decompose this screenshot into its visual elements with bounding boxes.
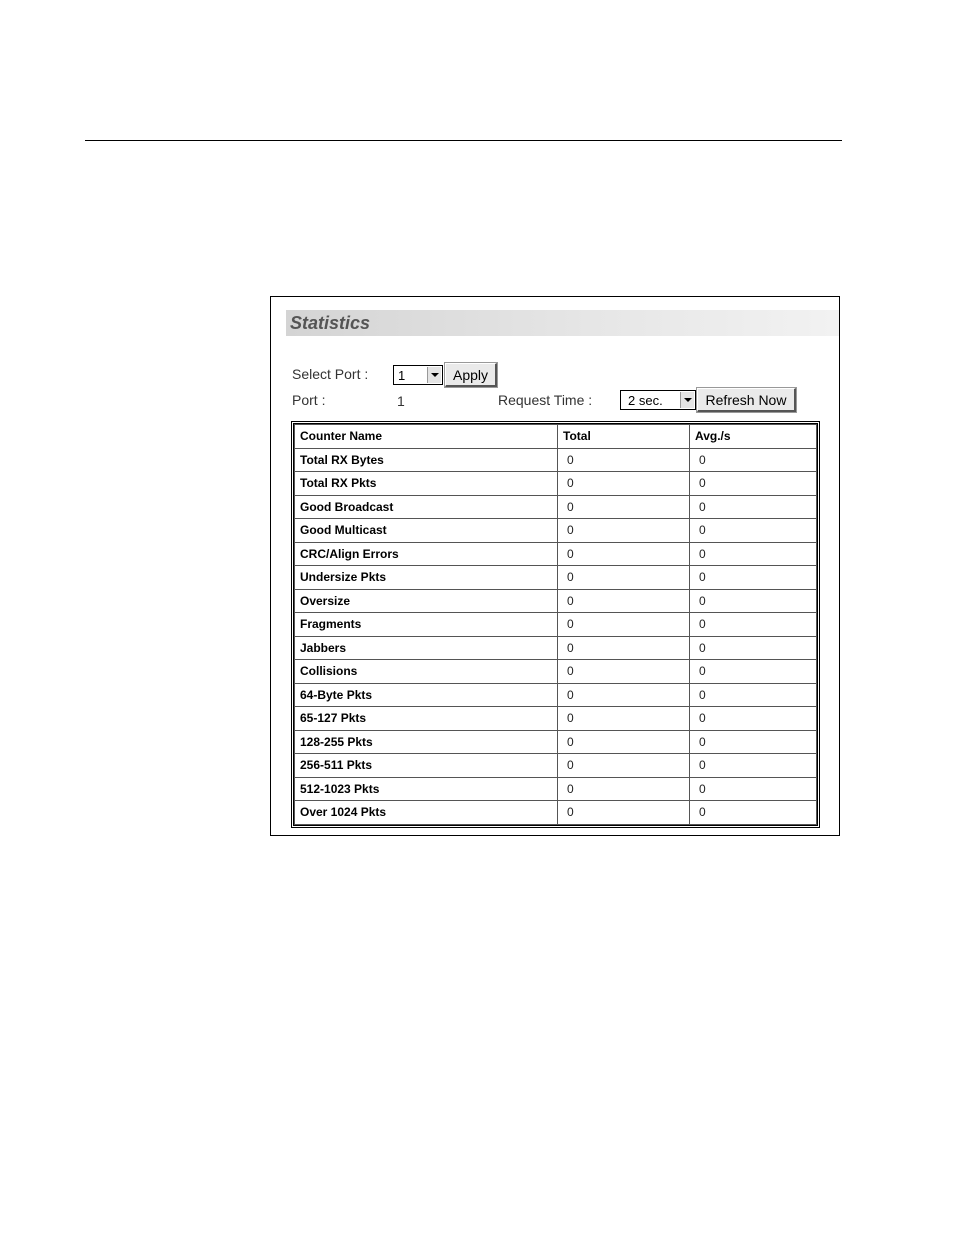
avg-cell: 0 [690,683,817,707]
counter-name-cell: Jabbers [295,636,558,660]
counter-name-cell: 64-Byte Pkts [295,683,558,707]
table-row [295,660,817,684]
port-select-value: 1 [398,368,406,383]
counter-name-cell: Collisions [295,660,558,684]
counter-name-cell: 128-255 Pkts [295,730,558,754]
total-cell: 0 [558,754,690,778]
total-cell: 0 [558,542,690,566]
port-value: 1 [397,393,405,409]
table-row [295,801,817,825]
counter-name-cell: 65-127 Pkts [295,707,558,731]
table-row [295,777,817,801]
counter-name-cell: Over 1024 Pkts [295,801,558,825]
port-select[interactable] [393,365,443,385]
refresh-now-button[interactable]: Refresh Now [697,388,796,412]
statistics-panel [270,296,840,836]
select-port-label: Select Port : [292,366,369,382]
panel-title: Statistics [290,313,371,333]
avg-cell: 0 [690,754,817,778]
total-cell: 0 [558,495,690,519]
avg-cell: 0 [690,472,817,496]
counter-name-cell: Good Broadcast [295,495,558,519]
avg-cell: 0 [690,448,817,472]
avg-cell: 0 [690,542,817,566]
column-header-counter-name: Counter Name [295,425,558,449]
total-cell: 0 [558,801,690,825]
total-cell: 0 [558,660,690,684]
counter-name-cell: Undersize Pkts [295,566,558,590]
table-row [295,495,817,519]
avg-cell: 0 [690,519,817,543]
avg-cell: 0 [690,613,817,637]
total-cell: 0 [558,472,690,496]
avg-cell: 0 [690,589,817,613]
apply-button[interactable]: Apply [445,363,497,387]
chevron-down-icon[interactable] [680,392,694,408]
total-cell: 0 [558,683,690,707]
total-cell: 0 [558,448,690,472]
avg-cell: 0 [690,495,817,519]
counter-name-cell: Total RX Bytes [295,448,558,472]
table-row [295,542,817,566]
avg-cell: 0 [690,777,817,801]
total-cell: 0 [558,730,690,754]
table-row [295,613,817,637]
port-label: Port : [292,392,326,408]
total-cell: 0 [558,707,690,731]
table-row [295,448,817,472]
column-header-avg: Avg./s [690,425,817,449]
total-cell: 0 [558,589,690,613]
table-row [295,519,817,543]
avg-cell: 0 [690,660,817,684]
total-cell: 0 [558,519,690,543]
counter-name-cell: Fragments [295,613,558,637]
counter-name-cell: 256-511 Pkts [295,754,558,778]
table-header-row [295,425,817,449]
table-row [295,566,817,590]
avg-cell: 0 [690,801,817,825]
statistics-table [291,421,820,828]
counter-name-cell: Total RX Pkts [295,472,558,496]
avg-cell: 0 [690,707,817,731]
table-row [295,754,817,778]
request-time-select[interactable] [620,390,696,410]
table-row [295,730,817,754]
table-row [295,683,817,707]
avg-cell: 0 [690,636,817,660]
table-row [295,636,817,660]
counter-name-cell: CRC/Align Errors [295,542,558,566]
table-row [295,589,817,613]
total-cell: 0 [558,777,690,801]
counter-name-cell: Good Multicast [295,519,558,543]
panel-title-bar [286,310,839,336]
chevron-down-icon[interactable] [427,367,441,383]
counter-name-cell: 512-1023 Pkts [295,777,558,801]
table-row [295,472,817,496]
total-cell: 0 [558,566,690,590]
avg-cell: 0 [690,566,817,590]
column-header-total: Total [558,425,690,449]
avg-cell: 0 [690,730,817,754]
total-cell: 0 [558,636,690,660]
counter-name-cell: Oversize [295,589,558,613]
page-divider [85,140,842,141]
request-time-select-value: 2 sec. [628,393,663,408]
total-cell: 0 [558,613,690,637]
table-row [295,707,817,731]
request-time-label: Request Time : [498,392,593,408]
